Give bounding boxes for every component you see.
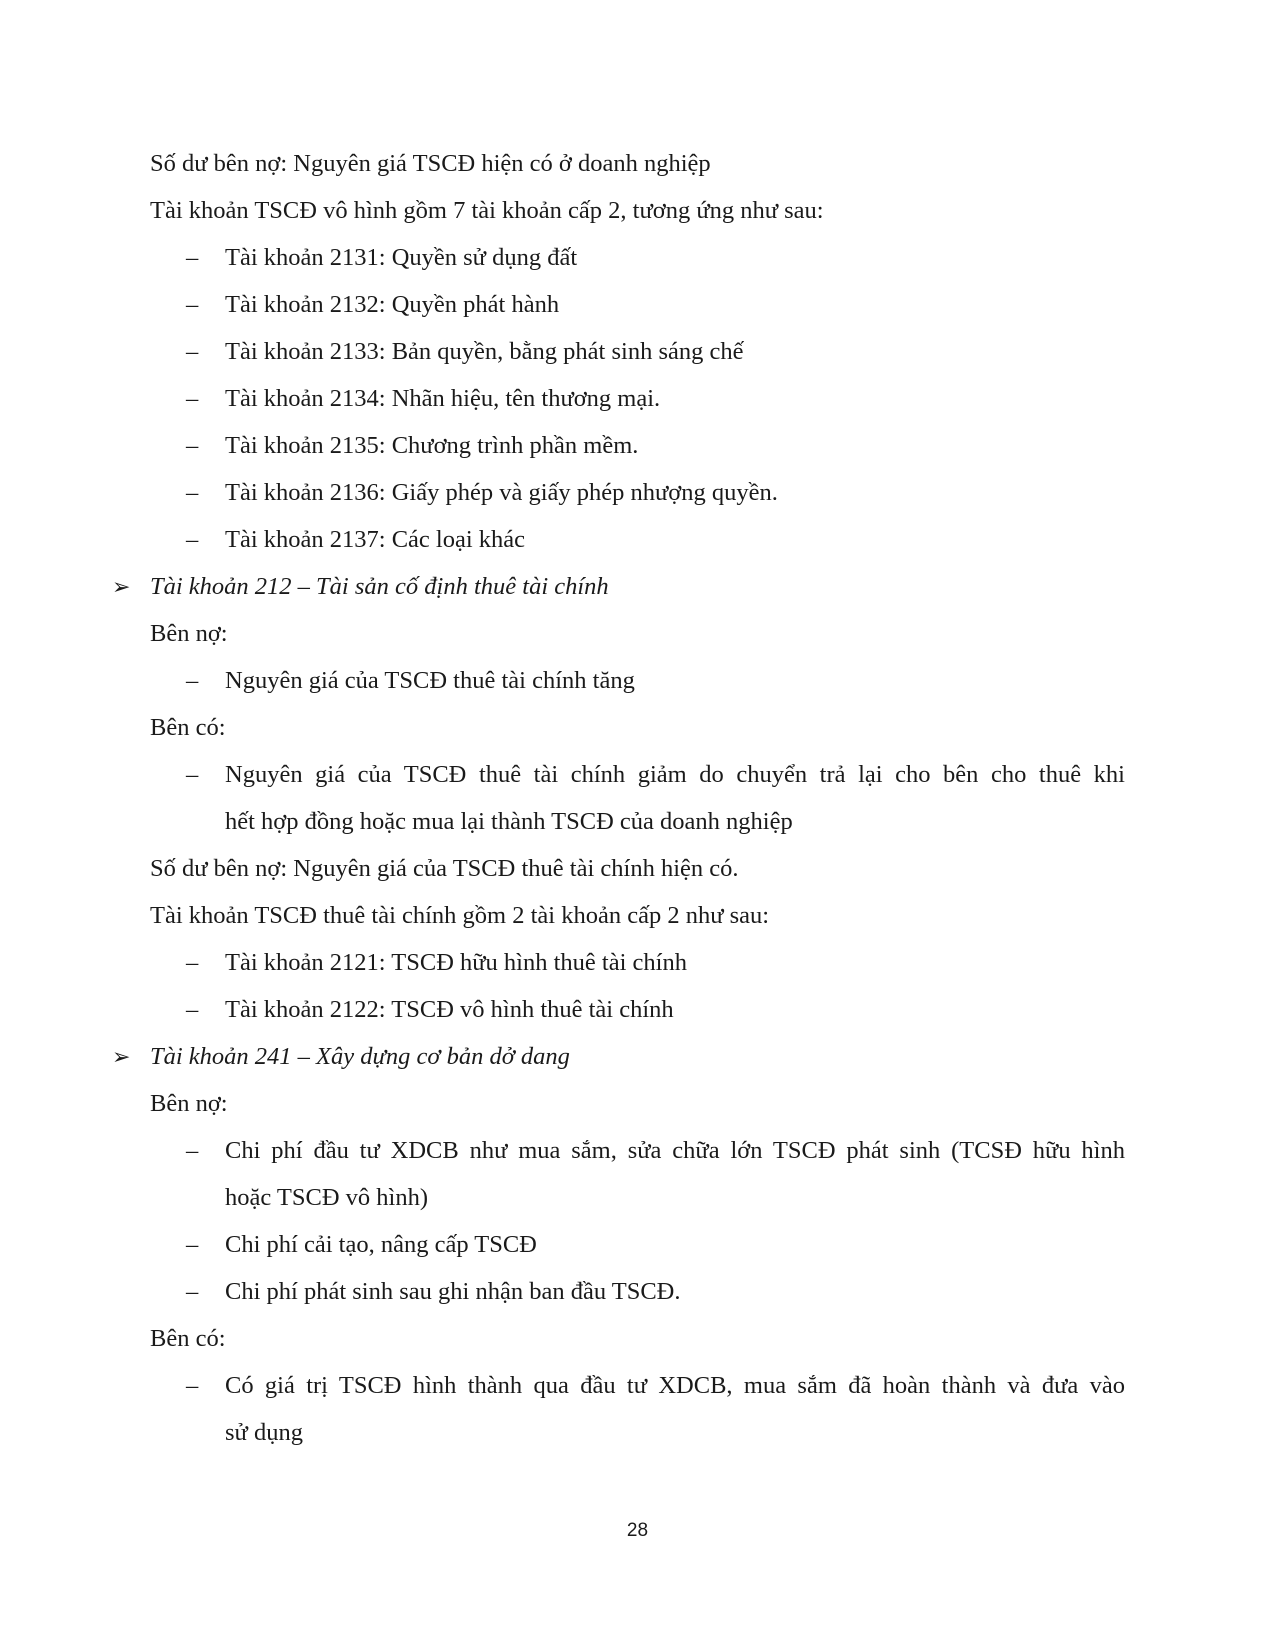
dash-bullet-icon: – <box>186 1278 199 1305</box>
line-text: Bên nợ: <box>150 620 228 647</box>
line-text: hết hợp đồng hoặc mua lại thành TSCĐ của doanh nghiệp <box>225 808 793 835</box>
dash-bullet-icon: – <box>186 479 199 506</box>
arrow-bullet-icon: ➢ <box>112 1044 131 1069</box>
list-item <box>0 1221 1275 1268</box>
page-number: 28 <box>626 1520 649 1541</box>
arrow-bullet-icon: ➢ <box>112 574 131 599</box>
list-item <box>0 939 1275 986</box>
dash-bullet-icon: – <box>186 667 199 694</box>
line-text: Tài khoản 2121: TSCĐ hữu hình thuê tài chính <box>225 949 687 976</box>
line-text: Nguyên giá của TSCĐ thuê tài chính giảm do chuyển trả lại cho bên cho thuê khi <box>225 761 1125 788</box>
dash-bullet-icon: – <box>186 338 199 365</box>
dash-bullet-icon: – <box>186 1231 199 1258</box>
section-heading <box>0 563 1275 610</box>
paragraph-line <box>0 845 1275 892</box>
line-text: Bên có: <box>150 714 226 741</box>
dash-bullet-icon: – <box>186 432 199 459</box>
line-text: Tài khoản 2131: Quyền sử dụng đất <box>225 244 578 271</box>
list-item-continuation <box>0 1409 1275 1456</box>
list-item <box>0 1362 1275 1409</box>
line-text: Chi phí phát sinh sau ghi nhận ban đầu TSCĐ. <box>225 1278 681 1305</box>
list-item-continuation <box>0 798 1275 845</box>
line-text: Bên có: <box>150 1325 226 1352</box>
line-text: hoặc TSCĐ vô hình) <box>225 1184 429 1211</box>
document-body <box>0 140 1275 1456</box>
line-text: Tài khoản 2122: TSCĐ vô hình thuê tài chính <box>225 996 674 1023</box>
paragraph-line <box>0 140 1275 187</box>
list-item <box>0 375 1275 422</box>
line-text: Tài khoản 241 – Xây dựng cơ bản dở dang <box>150 1043 570 1070</box>
list-item <box>0 516 1275 563</box>
section-heading <box>0 1033 1275 1080</box>
paragraph-line <box>0 704 1275 751</box>
dash-bullet-icon: – <box>186 1372 199 1399</box>
line-text: Tài khoản 2136: Giấy phép và giấy phép nhượng quyền. <box>225 479 778 506</box>
line-text: Chi phí đầu tư XDCB như mua sắm, sửa chữa lớn TSCĐ phát sinh (TCSĐ hữu hình <box>225 1137 1125 1164</box>
dash-bullet-icon: – <box>186 526 199 553</box>
dash-bullet-icon: – <box>186 949 199 976</box>
list-item <box>0 751 1275 798</box>
paragraph-line <box>0 610 1275 657</box>
line-text: Nguyên giá của TSCĐ thuê tài chính tăng <box>225 667 635 694</box>
line-text: Tài khoản 2132: Quyền phát hành <box>225 291 560 318</box>
list-item <box>0 1268 1275 1315</box>
line-text: Tài khoản 212 – Tài sản cố định thuê tài chính <box>150 573 609 600</box>
list-item <box>0 328 1275 375</box>
list-item <box>0 469 1275 516</box>
list-item <box>0 1127 1275 1174</box>
list-item <box>0 234 1275 281</box>
line-text: Chi phí cải tạo, nâng cấp TSCĐ <box>225 1231 537 1258</box>
line-text: Tài khoản 2135: Chương trình phần mềm. <box>225 432 639 459</box>
list-item <box>0 281 1275 328</box>
line-text: Tài khoản TSCĐ thuê tài chính gồm 2 tài khoản cấp 2 như sau: <box>150 902 770 929</box>
paragraph-line <box>0 187 1275 234</box>
list-item <box>0 422 1275 469</box>
dash-bullet-icon: – <box>186 996 199 1023</box>
dash-bullet-icon: – <box>186 385 199 412</box>
paragraph-line <box>0 1315 1275 1362</box>
dash-bullet-icon: – <box>186 1137 199 1164</box>
line-text: Tài khoản 2133: Bản quyền, bằng phát sinh sáng chế <box>225 338 744 365</box>
paragraph-line <box>0 1080 1275 1127</box>
list-item-continuation <box>0 1174 1275 1221</box>
dash-bullet-icon: – <box>186 291 199 318</box>
dash-bullet-icon: – <box>186 244 199 271</box>
list-item <box>0 986 1275 1033</box>
line-text: Tài khoản 2137: Các loại khác <box>225 526 526 553</box>
paragraph-line <box>0 892 1275 939</box>
line-text: Số dư bên nợ: Nguyên giá của TSCĐ thuê tài chính hiện có. <box>150 855 739 882</box>
line-text: Số dư bên nợ: Nguyên giá TSCĐ hiện có ở doanh nghiệp <box>150 150 711 177</box>
line-text: Có giá trị TSCĐ hình thành qua đầu tư XDCB, mua sắm đã hoàn thành và đưa vào <box>225 1372 1125 1399</box>
line-text: Tài khoản 2134: Nhãn hiệu, tên thương mại. <box>225 385 661 412</box>
line-text: sử dụng <box>225 1419 303 1446</box>
line-text: Tài khoản TSCĐ vô hình gồm 7 tài khoản cấp 2, tương ứng như sau: <box>150 197 824 224</box>
list-item <box>0 657 1275 704</box>
line-text: Bên nợ: <box>150 1090 228 1117</box>
dash-bullet-icon: – <box>186 761 199 788</box>
